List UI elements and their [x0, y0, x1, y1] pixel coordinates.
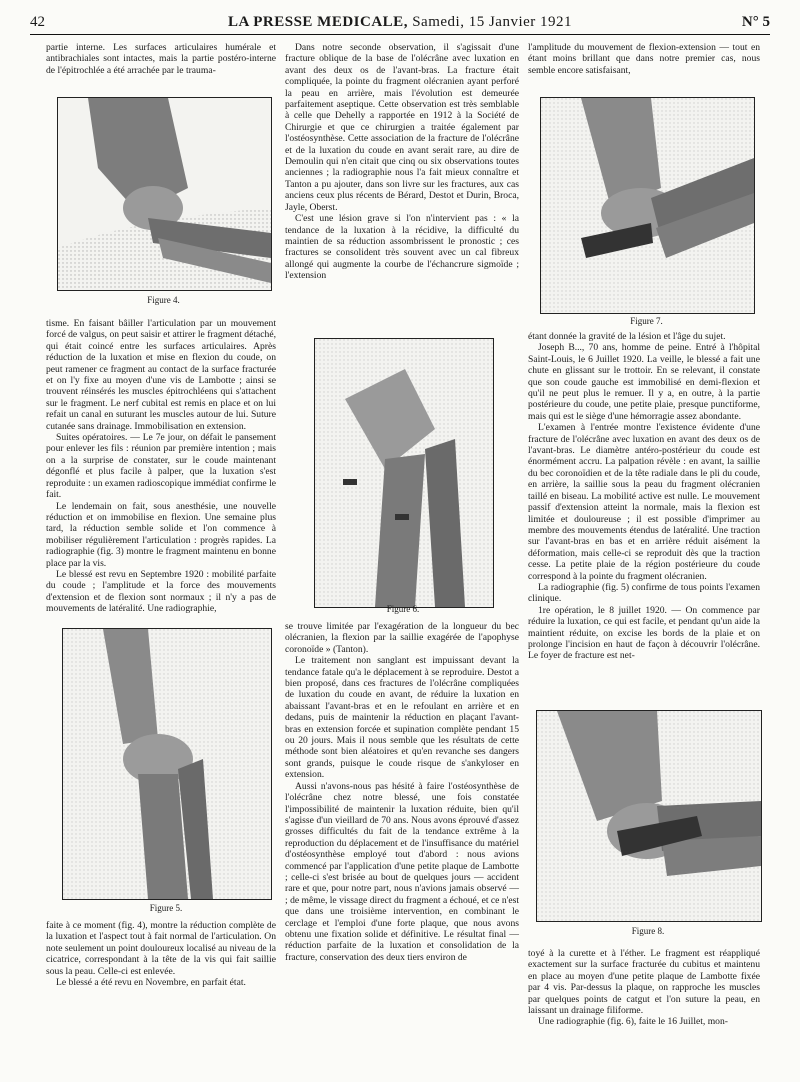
col3-bottom-text: toyé à la curette et à l'éther. Le fragment est réappliqué exactement sur la surface fracturée du cubitus et maintenu en place au moyen d'une petite plaque de Lambotte fixée par 4 vis. Par-dessus la plaque, on rapproche les muscles par quelques points de catgut et l'on suture la peau, en laissant un drainage filiforme. Une radiographie (fig. 6), faite le 16 Juillet, mon- [528, 948, 760, 1028]
figure-4-radiograph [57, 97, 272, 291]
col1-top-text: partie interne. Les surfaces articulaires humérale et antibrachiales sont intactes, mais la partie postéro-interne de l'épitrochlée a été arrachée par le trauma- [46, 42, 276, 76]
col2-bottom-text: se trouve limitée par l'exagération de la longueur du bec olécranien, la flexion par la saillie exagérée de l'apophyse coronoïde » (Tanton). Le traitement non sanglant est impuissant devant la tendance fatale qu'a le déplacement à se reproduire. Destot a bien proposé, dans ces fractures de l'olécrâne compliquées de luxation du coude en avant, de réduire la luxation en abaissant l'avant-bras et en le refoulant en arrière et en dedans, puis de maintenir la réduction en plaçant l'avant-bras en extension forcée et supination complète pendant 15 ou 20 jours. Mais il nous semble que les résultats de cette méthode sont bien aléatoires et qu'en revanche ses dangers sont grands, puisque le coude risque de s'ankyloser en extension. Aussi n'avons-nous pas hésité à faire l'ostéosynthèse de l'olécrâne chez notre blessé, une fois constatée l'impossibilité de maintenir la luxation réduite, bien qu'il s'agisse d'un vieillard de 70 ans. Nous avons éprouvé d'assez grosses difficultés du fait de la tendance extrême à la reproduction du déplacement et de l'insuffisance du matériel d'ostéosynthèse employé tout d'abord : nous avions commencé par l'application d'une petite plaque de Lambotte ; celle-ci s'est brisée au bout de quelques jours — accident rare et que, pour notre part, nous n'avions jamais observé — ; de même, le vissage direct du fragment a échoué, et ce n'est que dans une troisième intervention, en combinant le cerclage et l'emploi d'une forte plaque, que nous avons obtenu une fixation solide et définitive. Le résultat final — réduction parfaite de la luxation et consolidation de la fracture, conservation des deux tiers environ de [285, 621, 520, 963]
col3-mid-text: étant donnée la gravité de la lésion et l'âge du sujet. Joseph B..., 70 ans, homme de peine. Entré à l'hôpital Saint-Louis, le 6 Juillet 1920. La veille, le blessé a fait une chute en glissant sur le trottoir. En se relevant, il constate que son coude gauche est immobilisé en demi-flexion et qu'il ne peut plus le remuer. Il y a, en outre, à la partie postérieure du coude, une petite plaie, presque punctiforme, mais qui est le siège d'une hémorragie assez abondante. L'examen à l'entrée montre l'existence évidente d'une fracture de l'olécrâne avec luxation en avant des deux os de l'avant-bras. Le diamètre antéro-postérieur du coude est énormément accru. La palpation révèle : en avant, la saillie du bec coronoïdien et de la tête radiale dans le pli du coude, en arrière, la saillie sous la peau du fragment olécranien taillé en biseau. La mobilité active est nulle. Le mouvement passif d'extension atteint la normale, mais la flexion est limitée et douloureuse ; il est possible d'imprimer au membre des mouvements étendus de latéralité. Une traction sur l'avant-bras en bas et en arrière réduit aisément la déformation, mais celle-ci se reproduit dès que la traction cesse. La petite plaie de la région postérieure du coude correspond à la pointe du fragment olécranien. La radiographie (fig. 5) confirme de tous points l'examen clinique. 1re opération, le 8 juillet 1920. — On commence par réduire la luxation, ce qui est facile, et pendant qu'un aide la maintient réduite, on excise les bords de la plaie et on prolonge l'incision en haut de façon à découvrir l'olécrâne. Le foyer de fracture est net- [528, 331, 760, 662]
figure-8-radiograph [536, 710, 762, 922]
figure-7-xray-image [541, 98, 754, 313]
figure-8-xray-image [537, 711, 761, 921]
figure-6-xray-image [315, 339, 493, 607]
issue-date: Samedi, 15 Janvier 1921 [412, 14, 573, 30]
col2-top-text: Dans notre seconde observation, il s'agissait d'une fracture oblique de la base de l'olécrâne avec luxation en avant des deux os de l'avant-bras. La fracture était compliquée, la pointe du fragment olécranien ayant perforé la peau en arrière, mais l'évolution est demeurée parfaitement aseptique. Cette observation est très semblable à celle que Dehelly a rapportée en 1912 à la Société de Chirurgie et que ce chirurgien a traitée également par l'ostéosynthèse. Cette association de la fracture de l'olécrâne et de la luxation du coude en avant serait rare, au dire de Demoulin qui n'en citait que cinq ou six observations toutes anciennes ; la radiographie nous l'a fait mieux connaître et Tanton a pu ajouter, dans son livre sur les fractures, aux cas anciens ceux plus récents de Bérard, Destot et Durin, Broca, Jayle, Oberst. C'est une lésion grave si l'on n'intervient pas : « la tendance de la luxation à la récidive, la difficulté du maintien de sa réduction assombrissent le pronostic ; ces fractures se consolident très souvent avec un cal fibreux allongé qui augmente la courbe de l'échancrure sigmoïde ; l'extension [285, 42, 519, 282]
figure-7-radiograph [540, 97, 755, 314]
figure-4-xray-image [58, 98, 271, 290]
figure-8-caption: Figure 8. [631, 926, 665, 936]
page-header [30, 14, 770, 35]
figure-6-caption: Figure 6. [386, 604, 420, 614]
col1-bottom-text: faite à ce moment (fig. 4), montre la réduction complète de la luxation et l'aspect tout à fait normal de l'articulation. On note seulement un point douloureux localisé au niveau de la cicatrice, correspondant à la tête de la vis qui fait saillie sous la peau. Celle-ci est enlevée. Le blessé a été revu en Novembre, en parfait état. [46, 920, 276, 989]
figure-5-xray-image [63, 629, 271, 899]
figure-4-caption: Figure 4. [147, 295, 180, 305]
figure-6-radiograph [314, 338, 494, 608]
issue-number: N° 5 [741, 14, 770, 30]
col1-mid-text: tisme. En faisant bâiller l'articulation par un mouvement forcé de valgus, on peut saisir et attirer le fragment détaché, qui était coincé entre les surfaces articulaires. Après réduction de la luxation et mise en flexion du coude, on peut ramener ce fragment au contact de la surface fracturée et on l'y fixe au moyen d'une vis de Lambotte ; ainsi se trouvent réinsérés les muscles épitrochléens qui s'attachent sur le fragment. Le nerf cubital est remis en place et on lui refait un canal en suturant les muscles autour de lui. Suture cutanée sans drainage. Immobilisation en extension. Suites opératoires. — Le 7e jour, on défait le pansement pour enlever les fils : réunion par première intention ; mais on a la surprise de constater, sur le coude maintenant dégonflé et plus facile à palper, que la luxation s'est reproduite : un examen radioscopique immédiat confirme le fait. Le lendemain on fait, sous anesthésie, une nouvelle réduction et on immobilise en flexion. Une semaine plus tard, la réduction semble solide et l'on commence à mobiliser régulièrement l'articulation : progrès rapides. La radiographie (fig. 3) montre le fragment maintenu en bonne place par la vis. Le blessé est revu en Septembre 1920 : mobilité parfaite du coude ; l'amplitude et la force des mouvements d'extension et de flexion sont normaux ; il n'y a pas de mouvements de latéralité. Une radiographie, [46, 318, 276, 615]
journal-title-line [30, 14, 770, 31]
col3-top-text: l'amplitude du mouvement de flexion-extension — tout en étant moins brillant que dans notre premier cas, nous semble encore satisfaisant, [528, 42, 760, 76]
figure-5-caption: Figure 5. [149, 903, 183, 913]
figure-5-radiograph [62, 628, 272, 900]
journal-name: LA PRESSE MEDICALE, [227, 14, 408, 30]
page-number: 42 [30, 14, 45, 30]
figure-7-caption: Figure 7. [630, 316, 663, 326]
